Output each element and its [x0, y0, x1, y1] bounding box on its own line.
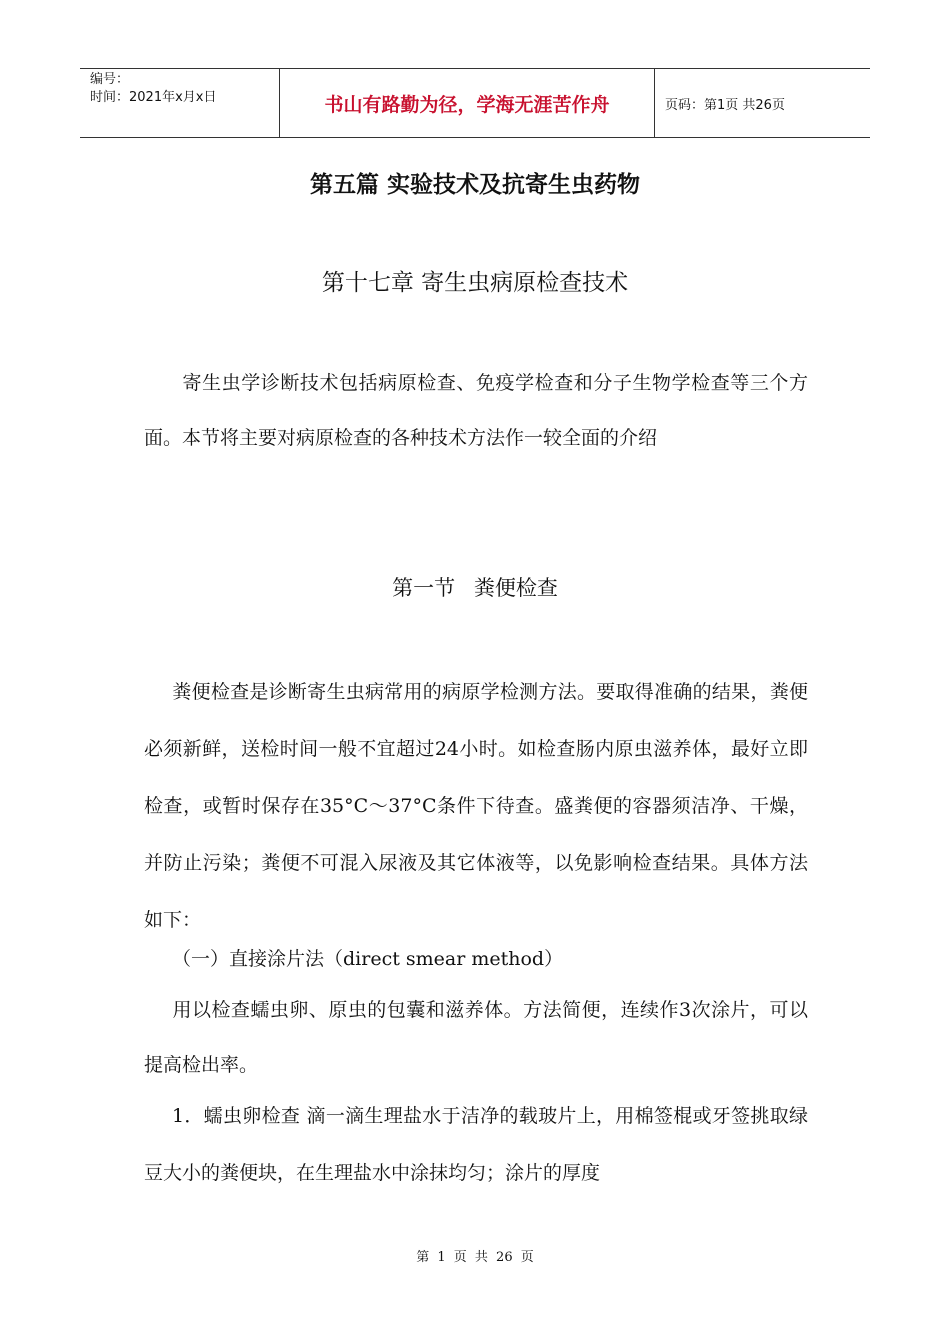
section-title: 第一节 粪便检查 [392, 576, 558, 600]
intro-paragraph [144, 356, 808, 466]
header-motto: 书山有路勤为径，学海无涯苦作舟 [280, 69, 655, 137]
intro-paragraph-text: 寄生虫学诊断技术包括病原检查、免疫学检查和分子生物学检查等三个方面。本节将主要对病原检查的各种技术方法作一较全面的介绍 [144, 372, 808, 449]
subsection-title [144, 933, 808, 985]
subsection-title-text: （一）直接涂片法（direct smear method） [172, 948, 564, 970]
subsection-paragraph-text: 用以检查蠕虫卵、原虫的包囊和滋养体。方法简便，连续作3次涂片，可以提高检出率。 [144, 999, 808, 1076]
section-paragraph-text: 粪便检查是诊断寄生虫病常用的病原学检测方法。要取得准确的结果，粪便必须新鲜，送检时间一般不宜超过24小时。如检查肠内原虫滋养体，最好立即检查，或暂时保存在35°C～37°C条件下待查。盛粪便的容器须洁净、干燥，并防止污染；粪便不可混入尿液及其它体液等，以免影响检查结果。具体方法如下： [144, 681, 808, 931]
item-1-text: 1．蠕虫卵检查 滴一滴生理盐水于洁净的载玻片上，用棉签棍或牙签挑取绿豆大小的粪便块，在生理盐水中涂抹均匀；涂片的厚度 [144, 1105, 808, 1184]
document-number-label: 编号： [90, 72, 130, 87]
subsection-paragraph [144, 983, 808, 1093]
part-title: 第五篇 实验技术及抗寄生虫药物 [309, 172, 640, 198]
header-page-info: 页码：第1页 共26页 [665, 97, 785, 113]
document-date-label: 时间：2021年x月x日 [90, 90, 217, 105]
page-footer: 第 1 页 共 26 页 [416, 1250, 534, 1265]
chapter-title: 第十七章 寄生虫病原检查技术 [321, 270, 629, 296]
header-table [80, 68, 870, 138]
header-meta-cell [80, 69, 280, 137]
item-1-paragraph [144, 1088, 808, 1202]
section-paragraph [144, 664, 808, 949]
